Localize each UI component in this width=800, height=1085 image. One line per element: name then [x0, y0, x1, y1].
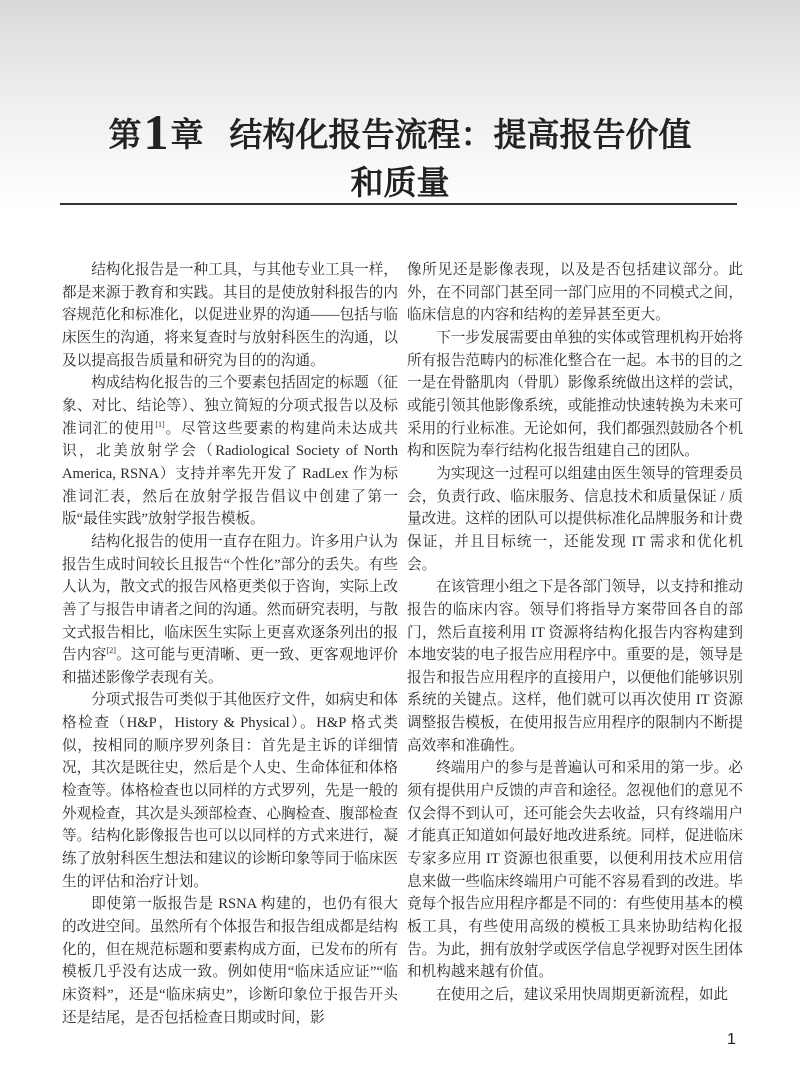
chapter-title — [60, 104, 740, 207]
chapter-prefix: 第 — [108, 115, 142, 154]
paragraph: 终端用户的参与是普遍认可和采用的第一步。必须有提供用户反馈的声音和途径。忽视他们的意见不仅会得不到认可，还可能会失去收益，只有终端用户才能真正知道如何最好地改进系统。同样，促进临床专家多应用 IT 资源也很重要，以便利用技术应用信息来做一些临床终端用户可能不容易看到的改进。毕竟每个报告应用程序都是不同的：有些使用基本的模板工具，有些使用高级的模板工具来协助结构化报告。为此，拥有放射学或医学信息学视野对医生团体和机构越来越有价值。 — [407, 760, 743, 981]
paragraph — [62, 372, 398, 531]
chapter-suffix: 章 — [170, 115, 204, 154]
paragraph-text: 。尽管这些要素的构建尚未达成共识，北美放射学会（Radiological Society of North America, RSNA）支持并率先开发了 RadLex 作为标准词汇表，然后在放射学报告倡议中创建了第一版“最佳实践”放射学报告模板。 — [62, 420, 398, 528]
right-column — [407, 259, 743, 1007]
paragraph — [62, 531, 398, 690]
paragraph-text: 结构化报告的使用一直存在阻力。许多用户认为报告生成时间较长且报告“个性化”部分的丢失。有些人认为，散文式的报告风格更类似于咨询，实际上改善了与报告申请者之间的沟通。然而研究表明，与散文式报告相比，临床医生实际上更喜欢逐条列出的报告内容 — [62, 533, 398, 664]
paragraph-text: 。这可能与更清晰、更一致、更客观地评价和描述影像学表现有关。 — [62, 647, 398, 686]
paragraph-text: 构成结构化报告的三个要素包括固定的标题（征象、对比、结论等）、独立简短的分项式报告以及标准词汇的使用 — [62, 375, 398, 437]
title-divider — [60, 203, 737, 205]
left-column — [62, 259, 398, 1029]
citation-ref: [1] — [155, 419, 165, 429]
paragraph: 在使用之后，建议采用快周期更新流程，如此 — [436, 987, 729, 1003]
page-number: 1 — [727, 1031, 736, 1048]
chapter-title-line1: 结构化报告流程：提高报告价值 — [229, 115, 692, 154]
chapter-label — [108, 104, 204, 160]
paragraph: 为实现这一过程可以组建由医生领导的管理委员会，负责行政、临床服务、信息技术和质量保证 / 质量改进。这样的团队可以提供标准化品牌服务和计费保证，并且目标统一，还能发现 IT 需求和优化机会。 — [407, 465, 743, 573]
paragraph: 分项式报告可类似于其他医疗文件，如病史和体格检查（H&P，History & Physical）。H&P 格式类似，按相同的顺序罗列条目：首先是主诉的详细情况，其次是既往史，然后是个人史、生命体征和体格检查等。体格检查也以同样的方式罗列，先是一般的外观检查，其次是头颈部检查、心胸检查、腹部检查等。结构化影像报告也可以以同样的方式来进行，凝练了放射科医生想法和建议的诊断印象等同于临床医生的评估和治疗计划。 — [62, 692, 398, 890]
chapter-number: 1 — [143, 104, 169, 160]
paragraph: 在该管理小组之下是各部门领导，以支持和推动报告的临床内容。领导们将指导方案带回各自的部门，然后直接利用 IT 资源将结构化报告内容构建到本地安装的电子报告应用程序中。重要的是，领导是报告和报告应用程序的直接用户，以便他们能够识别系统的关键点。这样，他们就可以再次使用 IT 资源调整报告模板，在使用报告应用程序的限制内不断提高效率和准确性。 — [407, 579, 743, 754]
paragraph: 即使第一版报告是 RSNA 构建的，也仍有很大的改进空间。虽然所有个体报告和报告组成都是结构化的，但在规范标题和要素构成方面，已发布的所有模板几乎没有达成一致。例如使用“临床适应证”“临床资料”，还是“临床病史”，诊断印象位于报告开头还是结尾，是否包括检查日期或时间，影 — [62, 896, 398, 1026]
paragraph: 下一步发展需要由单独的实体或管理机构开始将所有报告范畴内的标准化整合在一起。本书的目的之一是在骨骼肌肉（骨肌）影像系统做出这样的尝试，或能引领其他影像系统，或能推动快速转换为未来可采用的行业标准。无论如何，我们都强烈鼓励各个机构和医院为奉行结构化报告组建自己的团队。 — [407, 329, 743, 460]
chapter-title-line2: 和质量 — [350, 163, 450, 202]
citation-ref: [2] — [106, 646, 116, 656]
paragraph-continued: 像所见还是影像表现，以及是否包括建议部分。此外，在不同部门甚至同一部门应用的不同模式之间，临床信息的内容和结构的差异甚至更大。 — [407, 262, 743, 324]
paragraph: 结构化报告是一种工具，与其他专业工具一样，都是来源于教育和实践。其目的是使放射科报告的内容规范化和标准化，以促进业界的沟通——包括与临床医生的沟通，将来复查时与放射科医生的沟通，以及以提高报告质量和研究为目的的沟通。 — [62, 262, 398, 369]
